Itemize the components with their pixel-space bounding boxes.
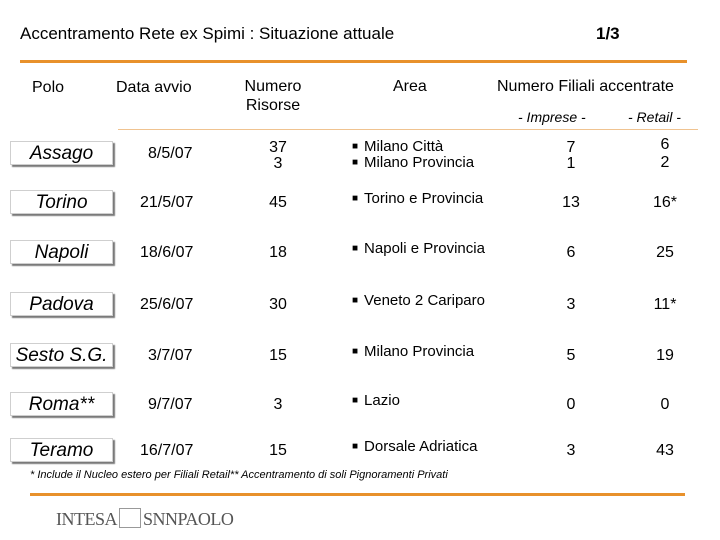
resource-count: 3	[273, 155, 283, 172]
col-header-area: Area	[393, 78, 427, 95]
header-divider	[118, 129, 698, 130]
retail-count: 6	[660, 136, 670, 153]
col-header-retail: - Retail -	[628, 109, 681, 125]
start-date: 8/5/07	[148, 145, 193, 162]
square-bullet-icon: ■	[352, 346, 359, 357]
square-bullet-icon: ■	[352, 193, 359, 204]
area-item	[352, 154, 474, 171]
area-label: Lazio	[364, 392, 400, 409]
col-header-polo: Polo	[32, 79, 65, 96]
start-date: 3/7/07	[148, 347, 193, 364]
area-item	[352, 343, 474, 360]
imprese-count: 0	[566, 396, 576, 413]
area-item	[352, 438, 477, 455]
area-item	[352, 190, 483, 207]
page-number: 1/3	[596, 24, 620, 43]
square-bullet-icon: ■	[352, 395, 359, 406]
start-date: 25/6/07	[140, 296, 194, 313]
resource-count: 18	[269, 244, 287, 261]
area-label: Milano Provincia	[364, 154, 475, 171]
imprese-count: 6	[566, 244, 576, 261]
polo-label: Torino	[10, 190, 113, 214]
retail-count: 2	[660, 154, 670, 171]
start-date: 16/7/07	[140, 442, 194, 459]
imprese-count: 1	[566, 155, 576, 172]
logo-left-text: INTESA	[56, 509, 117, 529]
square-bullet-icon: ■	[352, 243, 359, 254]
imprese-count: 13	[562, 194, 580, 211]
resource-count: 3	[273, 396, 283, 413]
resource-count: 15	[269, 442, 287, 459]
area-label: Veneto 2 Cariparo	[364, 292, 485, 309]
area-label: Milano Provincia	[364, 343, 475, 360]
resource-count: 37	[269, 139, 287, 156]
imprese-count: 7	[566, 139, 576, 156]
area-item	[352, 292, 485, 309]
polo-label: Napoli	[10, 240, 113, 264]
col-header-data-avvio: Data avvio	[116, 79, 192, 96]
start-date: 18/6/07	[140, 244, 194, 261]
resource-count: 45	[269, 194, 287, 211]
area-label: Milano Città	[364, 138, 444, 155]
retail-count: 0	[660, 396, 670, 413]
area-item	[352, 240, 485, 257]
resource-count: 15	[269, 347, 287, 364]
col-header-numero-risorse: Numero Risorse	[244, 78, 302, 114]
col-header-imprese: - Imprese -	[518, 109, 586, 125]
page-title: Accentramento Rete ex Spimi : Situazione attuale	[20, 24, 395, 43]
retail-count: 43	[656, 442, 674, 459]
retail-count: 19	[656, 347, 674, 364]
start-date: 9/7/07	[148, 396, 193, 413]
polo-label: Roma**	[10, 392, 113, 416]
logo-mark-icon	[119, 508, 141, 528]
imprese-count: 3	[566, 296, 576, 313]
footnote: * Include il Nucleo estero per Filiali Retail** Accentramento di soli Pignoramenti Privati	[30, 469, 448, 481]
polo-label: Sesto S.G.	[10, 343, 113, 367]
area-label: Torino e Provincia	[364, 190, 484, 207]
retail-count: 11*	[653, 296, 677, 313]
header-rule	[20, 60, 687, 63]
footer-rule	[30, 493, 685, 496]
area-label: Napoli e Provincia	[364, 240, 485, 257]
start-date: 21/5/07	[140, 194, 194, 211]
retail-count: 25	[656, 244, 674, 261]
polo-label: Assago	[10, 141, 113, 165]
area-item	[352, 392, 400, 409]
polo-label: Padova	[10, 292, 113, 316]
imprese-count: 3	[566, 442, 576, 459]
area-item	[352, 138, 443, 155]
logo-right-text: SNNPAOLO	[143, 509, 234, 529]
area-label: Dorsale Adriatica	[364, 438, 478, 455]
square-bullet-icon: ■	[352, 141, 359, 152]
square-bullet-icon: ■	[352, 295, 359, 306]
square-bullet-icon: ■	[352, 157, 359, 168]
imprese-count: 5	[566, 347, 576, 364]
company-logo	[56, 508, 233, 530]
retail-count: 16*	[652, 194, 678, 211]
resource-count: 30	[269, 296, 287, 313]
polo-label: Teramo	[10, 438, 113, 462]
col-header-numero-filiali: Numero Filiali accentrate	[497, 78, 674, 95]
square-bullet-icon: ■	[352, 441, 359, 452]
